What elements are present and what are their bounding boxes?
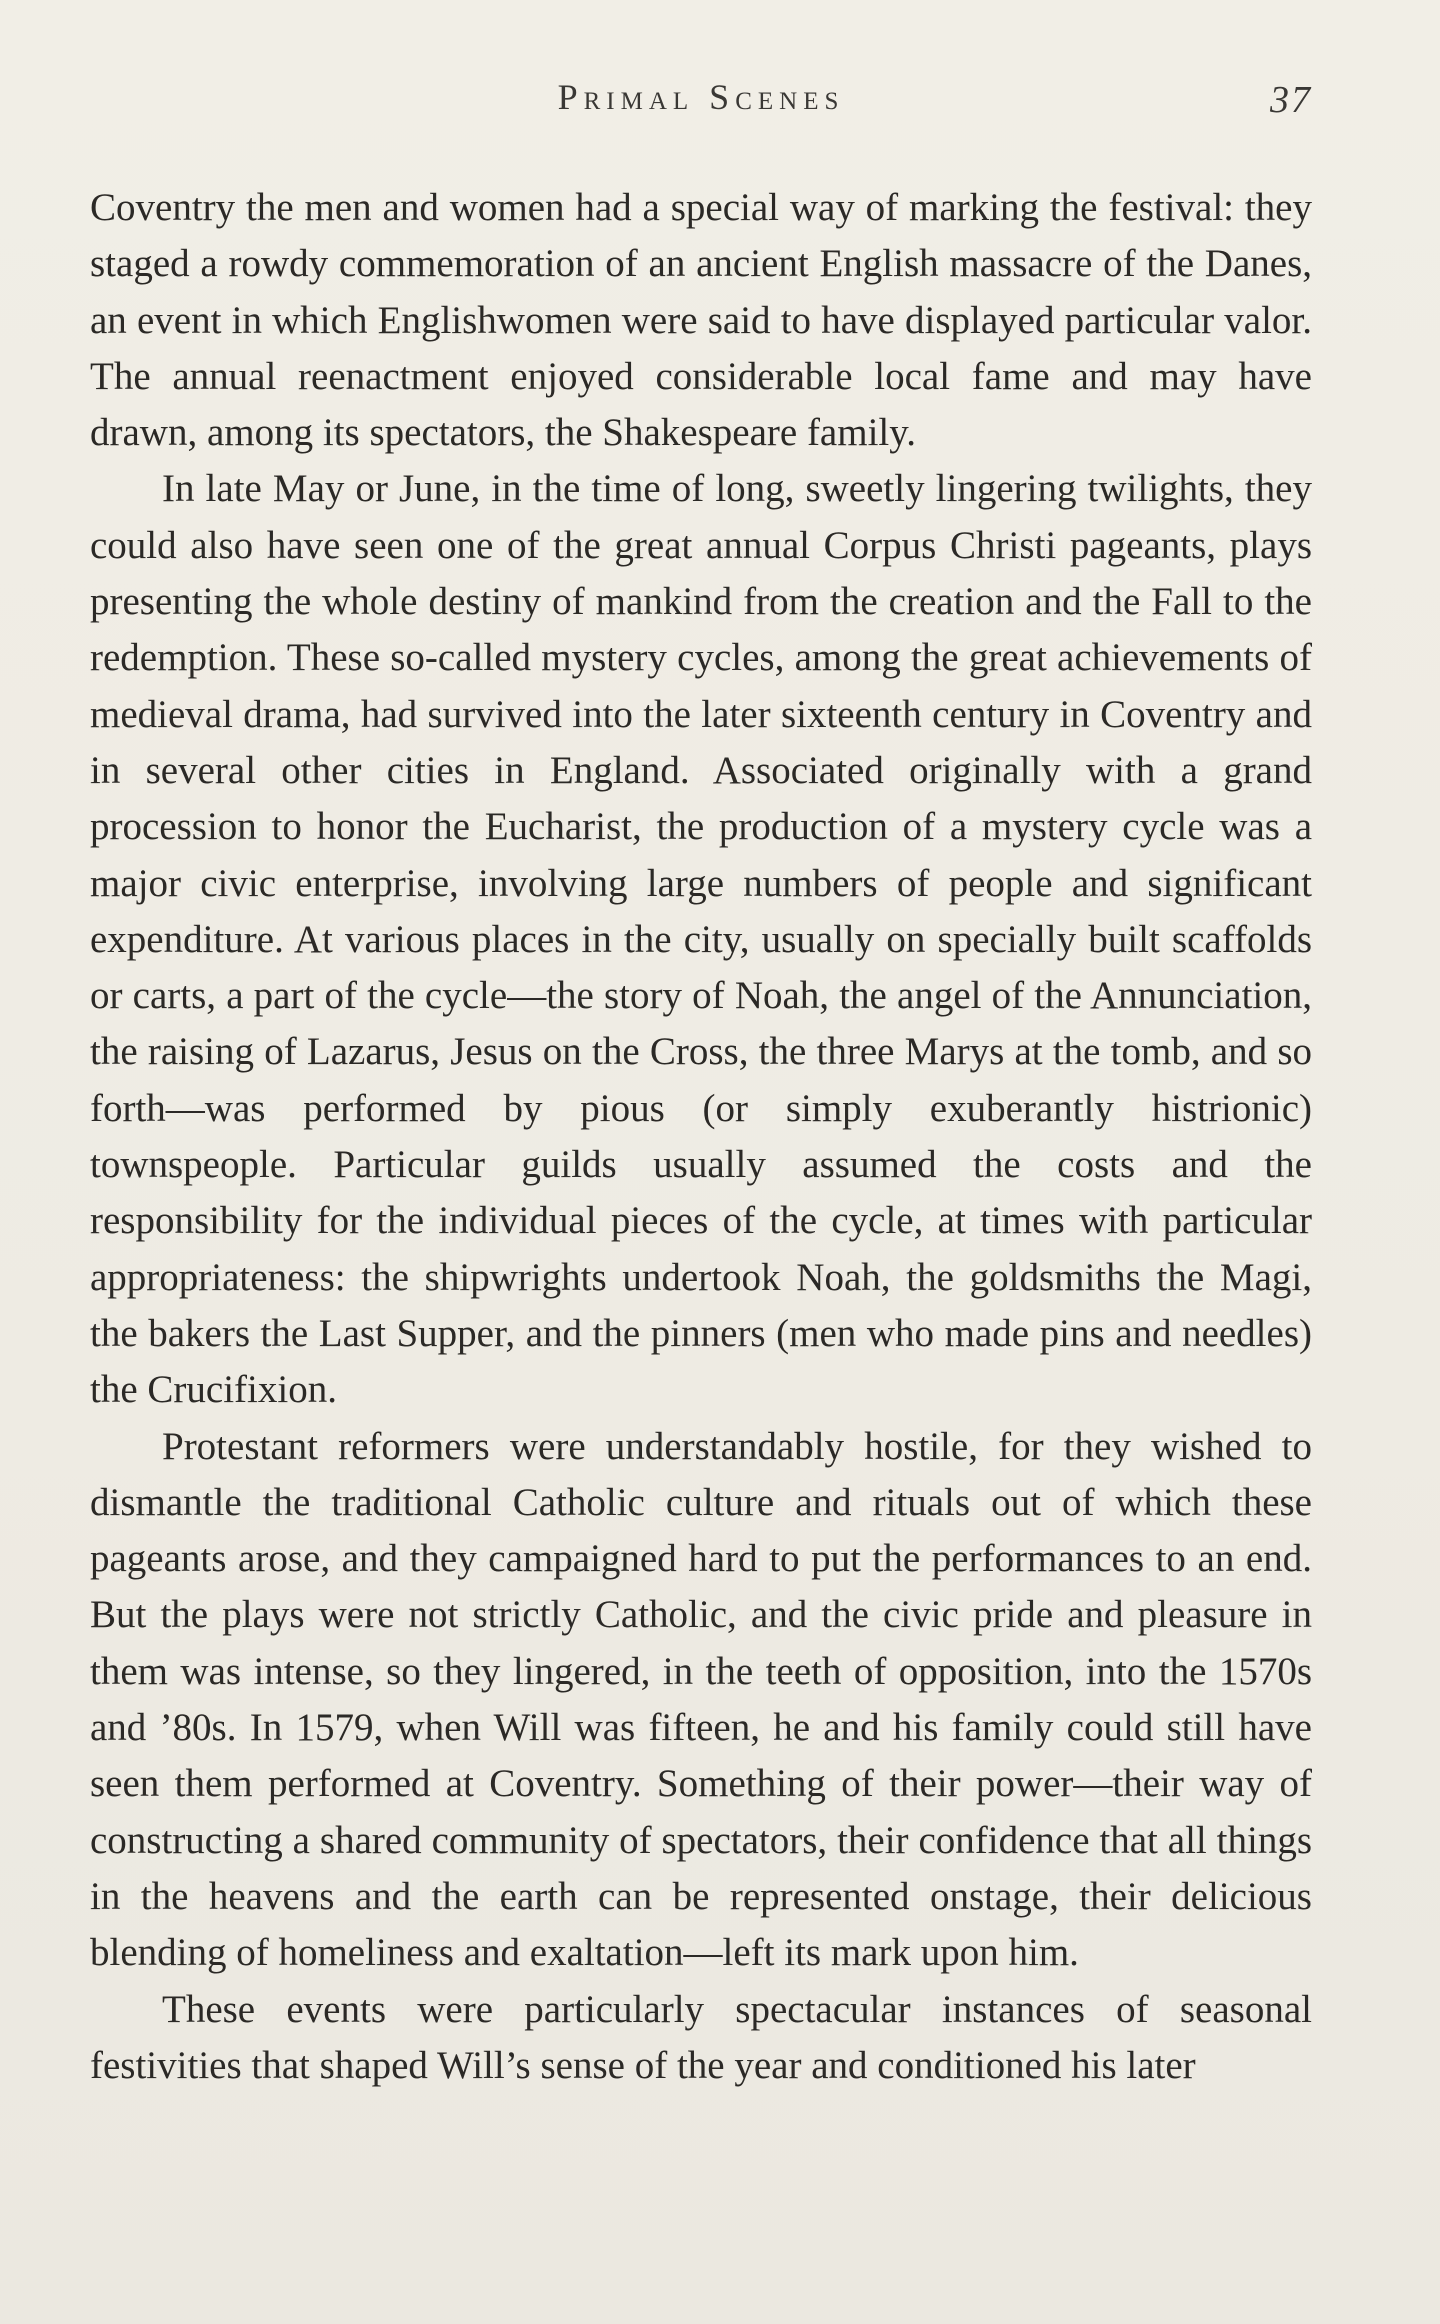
paragraph-1: Coventry the men and women had a special way of marking the festival: they staged a rowdy commemoration of an ancient English massacre of the Danes, an event in which Englishwomen were said to have displayed particular valor. The annual reenactment enjoyed considerable local fame and may have drawn, among its spectators, the Shakespeare family. bbox=[90, 186, 1312, 455]
paragraph-2: In late May or June, in the time of long, sweetly lingering twilights, they could also have seen one of the great annual Corpus Christi pageants, plays presenting the whole destiny of mankind from the creation and the Fall to the redemption. These so-called mystery cycles, among the great achievements of medieval drama, had survived into the later sixteenth century in Coventry and in several other cities in England. Associated originally with a grand procession to honor the Eucharist, the production of a mystery cycle was a major civic enterprise, involving large numbers of people and significant expenditure. At various places in the city, usually on specially built scaffolds or carts, a part of the cycle—the story of Noah, the angel of the Annunciation, the raising of Lazarus, Jesus on the Cross, the three Marys at the tomb, and so forth—was performed by pious (or simply exuberantly histrionic) townspeople. Particular guilds usually assumed the costs and the responsibility for the individual pieces of the cycle, at times with particular appropriateness: the shipwrights undertook Noah, the goldsmiths the Magi, the bakers the Last Supper, and the pinners (men who made pins and needles) the Crucifixion. bbox=[90, 467, 1312, 1412]
paragraph-4: These events were particularly spectacular instances of seasonal festivities that shaped Will’s sense of the year and conditioned his later bbox=[90, 1987, 1312, 2087]
body-text bbox=[90, 180, 1312, 2094]
running-title: Primal Scenes bbox=[557, 77, 845, 117]
running-head bbox=[90, 76, 1312, 126]
page-number: 37 bbox=[1270, 79, 1312, 121]
paragraph-3: Protestant reformers were understandably hostile, for they wished to dismantle the traditional Catholic culture and rituals out of which these pageants arose, and they campaigned hard to put the performances to an end. But the plays were not strictly Catholic, and the civic pride and pleasure in them was intense, so they lingered, in the teeth of opposition, into the 1570s and ’80s. In 1579, when Will was fifteen, he and his family could still have seen them performed at Coventry. Something of their power—their way of constructing a shared community of spectators, their confidence that all things in the heavens and the earth can be represented onstage, their delicious blending of homeliness and exaltation—left its mark upon him. bbox=[90, 1424, 1312, 1975]
